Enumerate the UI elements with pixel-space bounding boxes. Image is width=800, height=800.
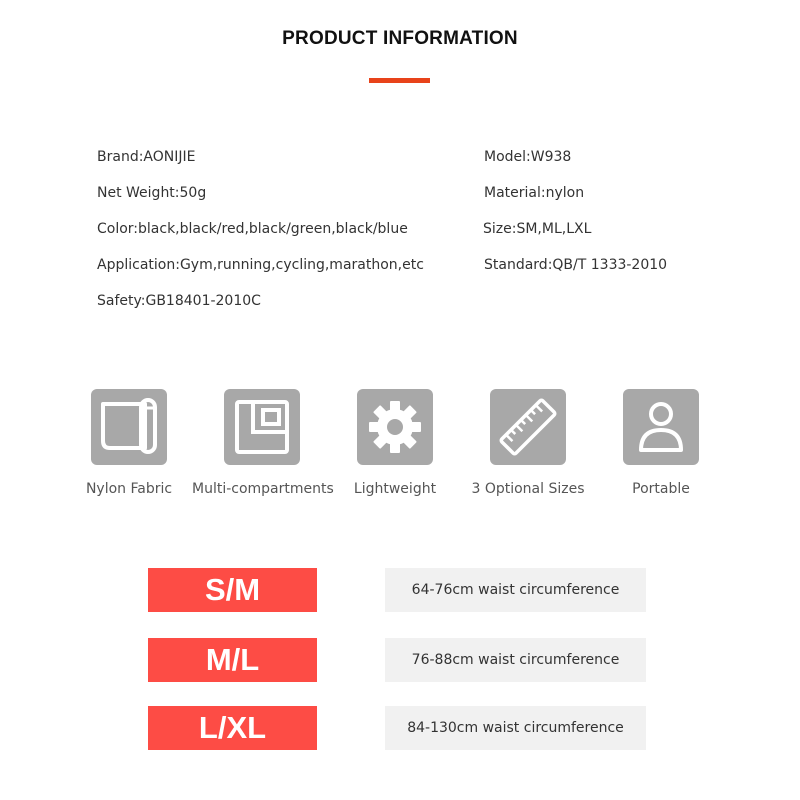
page-title: PRODUCT INFORMATION — [282, 28, 518, 49]
spec-color: Color:black,black/red,black/green,black/blue — [97, 221, 408, 237]
ruler-icon — [490, 389, 566, 465]
feature-label: Multi-compartments — [192, 481, 334, 497]
spec-safety: Safety:GB18401-2010C — [97, 293, 261, 309]
size-description: 84-130cm waist circumference — [385, 706, 646, 750]
spec-model: Model:W938 — [484, 149, 572, 165]
spec-material: Material:nylon — [484, 185, 585, 201]
gear-icon — [357, 389, 433, 465]
size-description: 76-88cm waist circumference — [385, 638, 646, 682]
spec-application: Application:Gym,running,cycling,marathon,etc — [97, 257, 424, 273]
feature-lightweight — [325, 389, 465, 497]
spec-size: Size:SM,ML,LXL — [483, 221, 592, 237]
size-description: 64-76cm waist circumference — [385, 568, 646, 612]
spec-standard: Standard:QB/T 1333-2010 — [484, 257, 668, 273]
spec-brand: Brand:AONIJIE — [97, 149, 196, 165]
spec-net-weight: Net Weight:50g — [97, 185, 207, 201]
title-underline — [369, 78, 430, 83]
feature-label: Nylon Fabric — [85, 481, 173, 497]
fabric-roll-icon — [91, 389, 167, 465]
size-row — [0, 706, 800, 750]
feature-multi-compartments — [192, 389, 332, 497]
size-badge: L/XL — [148, 706, 317, 750]
size-badge: M/L — [148, 638, 317, 682]
size-badge: S/M — [148, 568, 317, 612]
compartments-icon — [224, 389, 300, 465]
feature-label: Portable — [632, 481, 690, 497]
feature-label: 3 Optional Sizes — [471, 481, 585, 497]
size-row — [0, 568, 800, 612]
feature-portable — [591, 389, 731, 497]
feature-nylon-fabric — [59, 389, 199, 497]
feature-optional-sizes — [458, 389, 598, 497]
person-icon — [623, 389, 699, 465]
size-row — [0, 638, 800, 682]
feature-label: Lightweight — [353, 481, 437, 497]
